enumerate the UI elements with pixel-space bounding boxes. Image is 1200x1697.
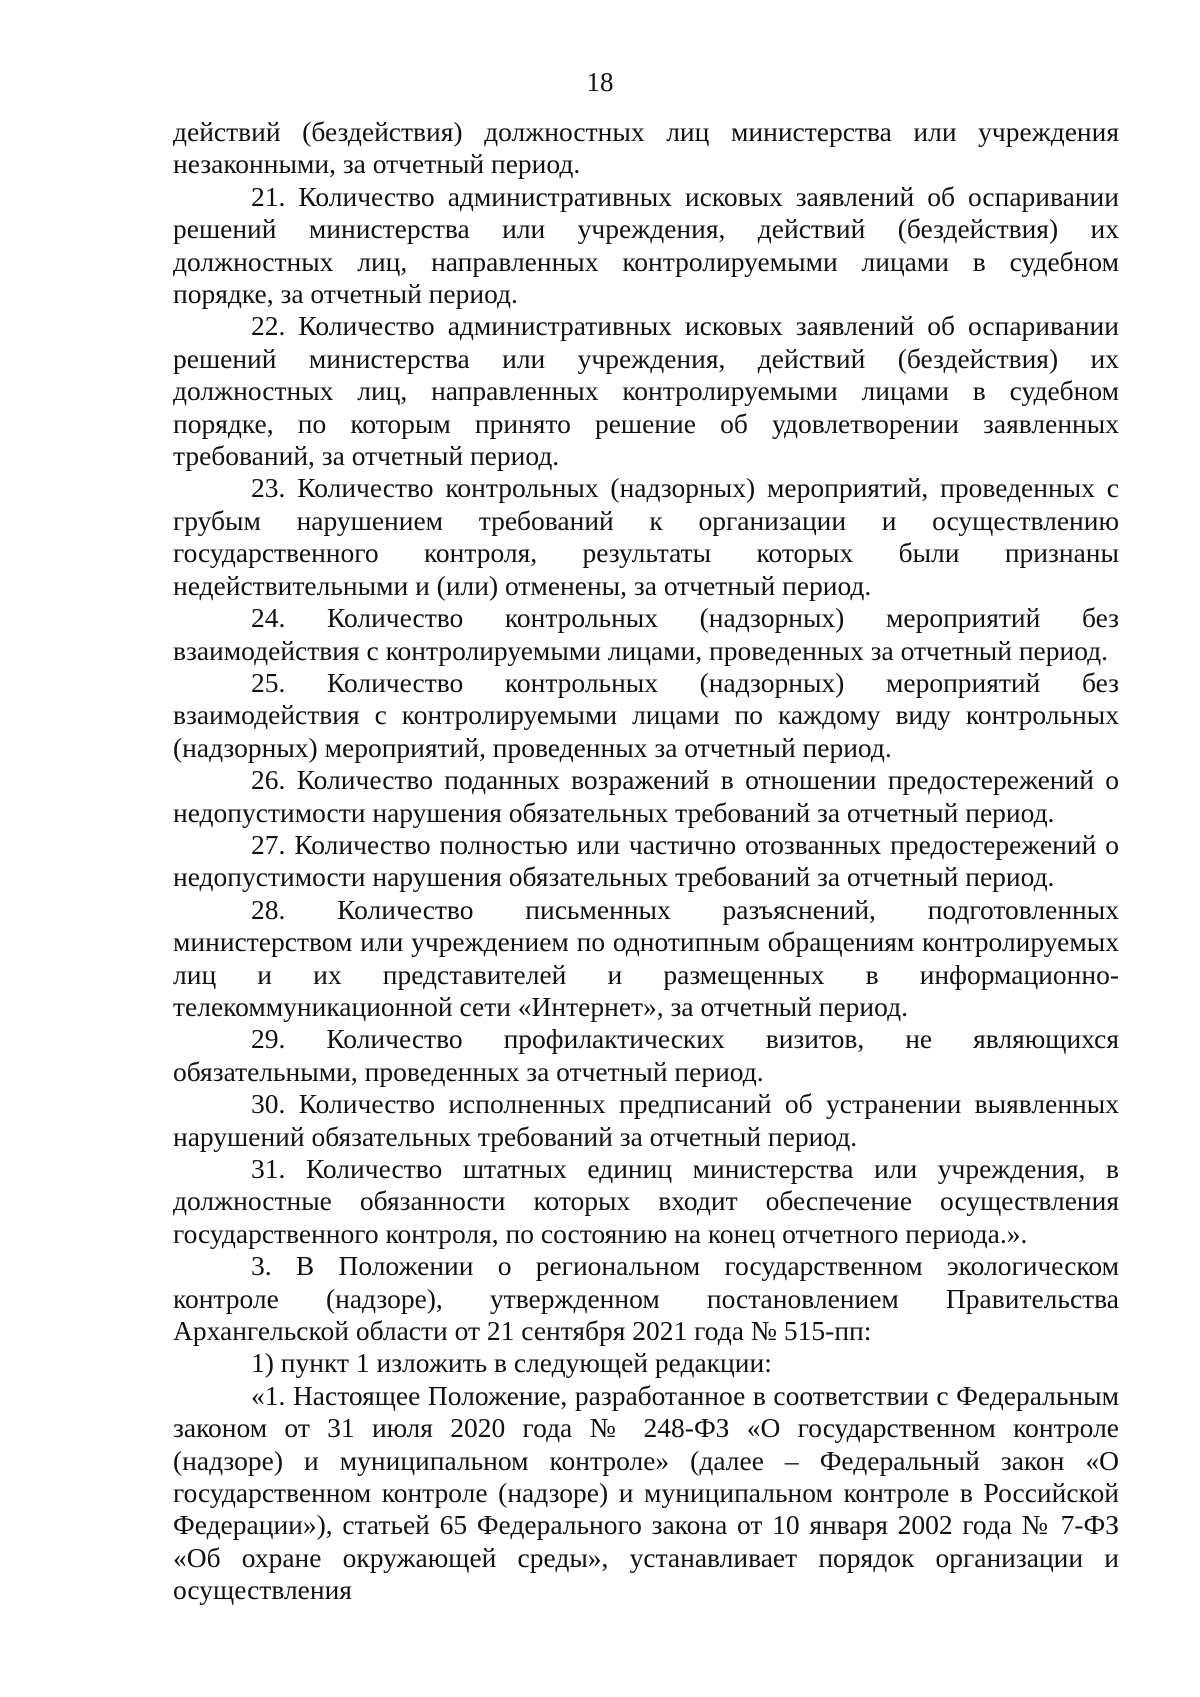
document-body bbox=[173, 116, 1119, 1607]
paragraph-item-26: 26. Количество поданных возражений в отношении предостережений о недопустимости нарушения обязательных требований за отчетный период. bbox=[173, 764, 1119, 828]
paragraph-item-27: 27. Количество полностью или частично отозванных предостережений о недопустимости нарушения обязательных требований за отчетный период. bbox=[173, 828, 1119, 893]
paragraph-item-25: 25. Количество контрольных (надзорных) мероприятий без взаимодействия с контролируемыми лицами по каждому виду контрольных (надзорных) мероприятий, проведенных за отчетный период. bbox=[173, 666, 1119, 763]
paragraph-section-3: 3. В Положении о региональном государственном экологическом контроле (надзоре), утвержденном постановлением Правительства Архангельской области от 21 сентября 2021 года № 515-пп: bbox=[173, 1250, 1119, 1347]
paragraph-item-30: 30. Количество исполненных предписаний об устранении выявленных нарушений обязательных требований за отчетный период. bbox=[173, 1088, 1119, 1152]
paragraph-continuation: действий (бездействия) должностных лиц министерства или учреждения незаконными, за отчетный период. bbox=[173, 116, 1119, 180]
paragraph-item-23: 23. Количество контрольных (надзорных) мероприятий, проведенных с грубым нарушением требований к организации и осуществлению государственного контроля, результаты которых были признаны недействительными и (или) отменены, за отчетный период. bbox=[173, 472, 1119, 601]
paragraph-item-29: 29. Количество профилактических визитов, не являющихся обязательными, проведенных за отчетный период. bbox=[173, 1023, 1119, 1087]
paragraph-item-21: 21. Количество административных исковых заявлений об оспаривании решений министерства или учреждения, действий (бездействия) их должностных лиц, направленных контролируемыми лицами в судебном порядке, за отчетный период. bbox=[173, 180, 1119, 310]
paragraph-subitem-1: 1) пункт 1 изложить в следующей редакции: bbox=[251, 1347, 772, 1379]
paragraph-item-28: 28. Количество письменных разъяснений, подготовленных министерством или учреждением по однотипным обращениям контролируемых лиц и их представителей и размещенных в информационно-телекоммуникационной сети «Интернет», за отчетный период. bbox=[173, 893, 1119, 1022]
paragraph-item-24: 24. Количество контрольных (надзорных) мероприятий без взаимодействия с контролируемыми лицами, проведенных за отчетный период. bbox=[173, 602, 1119, 666]
paragraph-item-31: 31. Количество штатных единиц министерства или учреждения, в должностные обязанности которых входит обеспечение осуществления государственного контроля, по состоянию на конец отчетного периода.». bbox=[173, 1153, 1119, 1249]
page-number: 18 bbox=[586, 67, 614, 97]
paragraph-item-22: 22. Количество административных исковых заявлений об оспаривании решений министерства или учреждения, действий (бездействия) их должностных лиц, направленных контролируемыми лицами в судебном порядке, по которым принято решение об удовлетворении заявленных требований, за отчетный период. bbox=[173, 310, 1119, 472]
paragraph-quoted-item-1: «1. Настоящее Положение, разработанное в соответствии с Федеральным законом от 31 июля 2020 года № 248-ФЗ «О государственном контроле (надзоре) и муниципальном контроле» (далее – Федеральный закон «О государственном контроле (надзоре) и муниципальном контроле в Российской Федерации»), статьей 65 Федерального закона от 10 января 2002 года № 7-ФЗ «Об охране окружающей среды», устанавливает порядок организации и осуществления bbox=[173, 1379, 1119, 1606]
